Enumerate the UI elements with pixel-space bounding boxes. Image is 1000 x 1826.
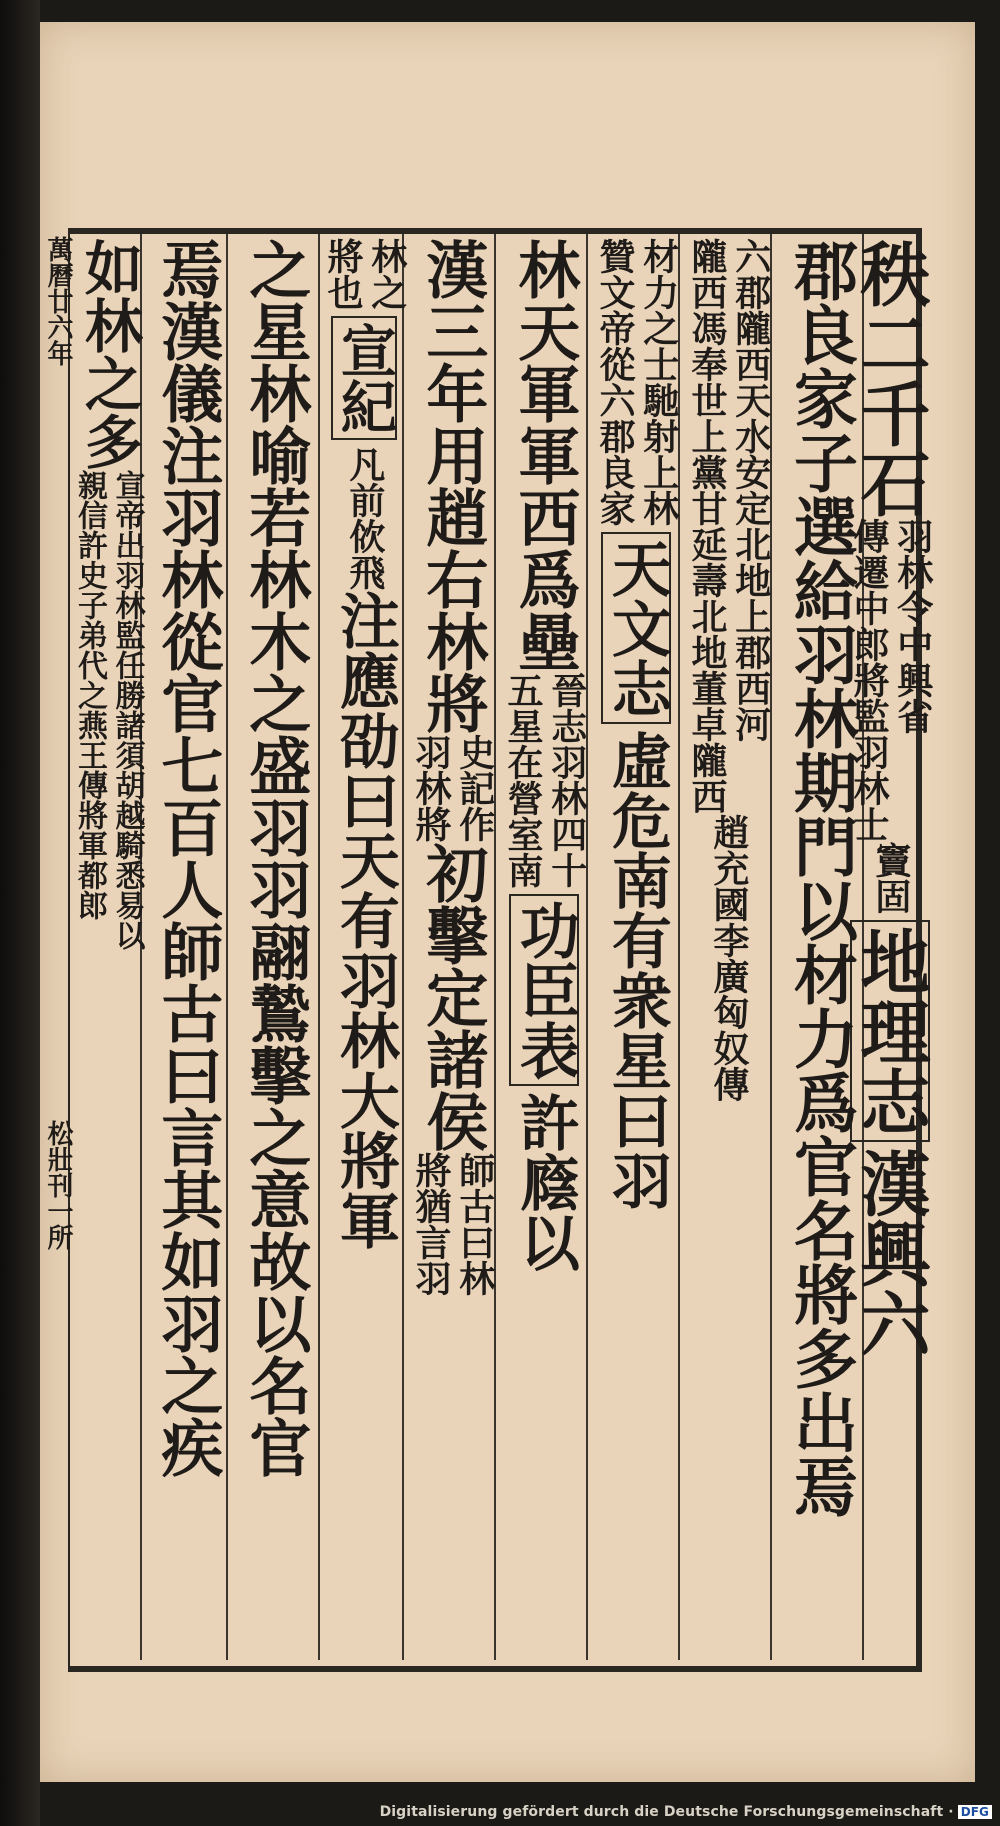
annotation-left: 羽林將 [410, 734, 452, 842]
credit-text: Digitalisierung gefördert durch die Deutsche Forschungsgemeinschaft · [379, 1804, 954, 1820]
annotation-left: 將猶言羽 [410, 1152, 452, 1296]
column-main-text: 許廕以 [509, 1092, 580, 1272]
annotation-left: 五星在營室南 [502, 672, 544, 888]
annotation-pair [502, 672, 588, 888]
column-main-text: 如林之多 [74, 238, 143, 470]
margin-annotation [40, 236, 73, 366]
margin-text-bottom: 松壯刊一所 [43, 1120, 73, 1250]
column-main-text: 漢興六 [849, 1148, 933, 1358]
margin-text: 萬曆廿六年 [43, 236, 73, 366]
annotation-left: 隴西馮奉世上黨甘延壽北地董卓隴西 [686, 238, 728, 814]
dfg-logo: DFG [958, 1805, 992, 1819]
annotation-right: 史記作 [453, 734, 496, 842]
annotation-pair [322, 238, 408, 310]
column-main-text: 漢三年用趙右林將 [415, 238, 489, 734]
annotation-right: 羽林令中興省 [891, 518, 934, 734]
annotation-extra: 竇固 [869, 842, 912, 914]
annotation-pair [410, 1152, 496, 1296]
column-main-text: 初擊定諸侯 [415, 842, 489, 1152]
annotation-left: 親信許史子弟代之燕王傳將軍都郎 [72, 470, 107, 920]
annotation-pair [74, 470, 143, 950]
annotation-right: 林之 [365, 238, 408, 310]
annotation-extra: 凡前佽飛 [343, 446, 386, 590]
column-main-text: 秩二千石 [849, 238, 933, 518]
annotation-right: 師古曰林 [453, 1152, 496, 1296]
annotation-pair [410, 734, 496, 842]
text-column-9 [146, 238, 228, 1478]
boxed-source-title: 天文志 [601, 532, 671, 724]
margin-annotation-bottom [40, 1120, 73, 1250]
annotation-right: 材力之士馳射上林 [637, 238, 680, 526]
text-column-2 [776, 238, 864, 1518]
annotation-right: 六郡隴西天水安定北地上郡西河 [729, 238, 772, 742]
annotation-right: 晉志羽林四十 [545, 672, 588, 888]
text-column-1 [848, 238, 934, 1358]
text-column-6 [408, 238, 496, 1296]
text-column-10 [72, 238, 145, 950]
column-main-text: 注應劭曰天有羽林大將軍 [329, 590, 400, 1250]
boxed-source-title: 功臣表 [509, 894, 579, 1086]
annotation-pair [594, 238, 680, 526]
boxed-source-title: 地理志 [850, 920, 930, 1142]
annotation-right: 宣帝出羽林監任勝諸須胡越騎悉易以 [109, 470, 145, 950]
annotation-left: 傳遷中郎將監羽林士 [848, 518, 890, 842]
text-column-3 [684, 238, 772, 1102]
annotation-extra: 趙充國李廣匈奴傳 [707, 814, 750, 1102]
column-main-text: 林天軍軍西爲壘 [507, 238, 581, 672]
text-column-8 [230, 238, 320, 1478]
text-column-7 [322, 238, 406, 1250]
digitization-credit [380, 1804, 992, 1820]
column-main-text: 虛危南有衆星曰羽 [601, 730, 672, 1210]
book-edge [0, 0, 40, 1826]
column-main-text: 之星林喻若林木之盛羽羽翮鷙擊之意故以名官 [238, 238, 312, 1478]
annotation-left: 將也 [322, 238, 364, 310]
column-main-text: 郡良家子選給羽林期門以材力爲官名將多出焉 [782, 238, 858, 1518]
annotation-pair [686, 238, 772, 814]
boxed-source-title: 宣紀 [331, 316, 397, 440]
annotation-left: 贊文帝從六郡良家 [594, 238, 636, 526]
text-column-4 [592, 238, 680, 1210]
text-column-5 [500, 238, 588, 1272]
column-main-text: 焉漢儀注羽林從官七百人師古曰言其如羽之疾 [150, 238, 224, 1478]
